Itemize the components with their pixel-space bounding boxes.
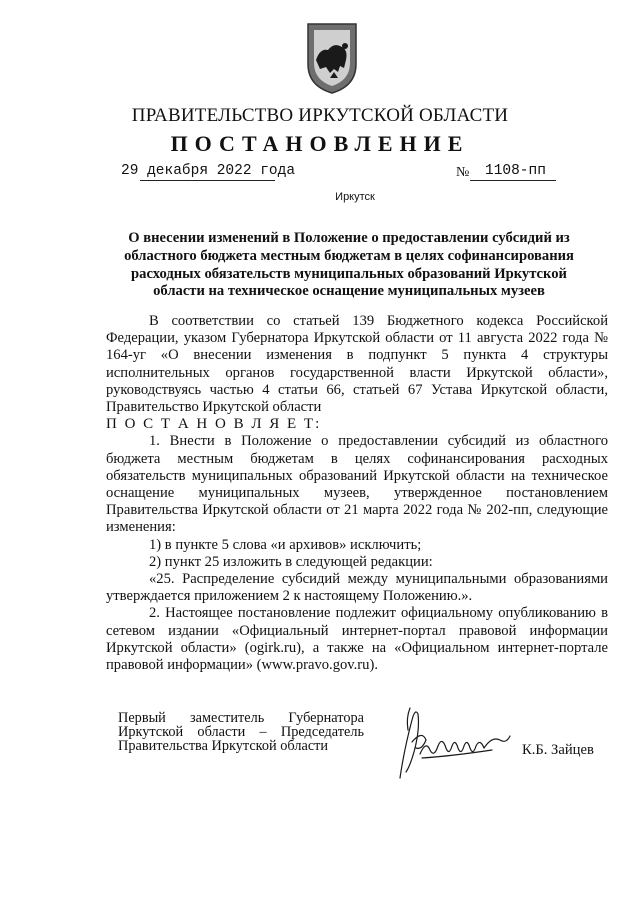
coat-of-arms-icon	[304, 20, 360, 96]
item-1-subitem-2: 2) пункт 25 изложить в следующей редакции:	[149, 553, 433, 570]
item-2: 2. Настоящее постановление подлежит официальному опубликованию в сетевом издании «Официальный интернет-портал правовой информации Иркутской области» (ogirk.ru), а также на «Официальном интернет-портале правовой информации» (www.pravo.gov.ru).	[106, 605, 608, 674]
city: Иркутск	[335, 191, 375, 203]
item-1-subitem-2-text: «25. Распределение субсидий между муниципальными образованиями утверждается приложением 2 к настоящему Положению.».	[106, 571, 608, 605]
number-underline	[470, 180, 556, 181]
position-line: Правительства Иркутской области	[118, 737, 329, 754]
item-1-subitem-1: 1) в пункте 5 слова «и архивов» исключить;	[149, 536, 422, 553]
document-number: 1108-пп	[485, 163, 546, 179]
signatory-position	[118, 712, 364, 753]
number-label: №	[456, 165, 470, 180]
document-heading: О внесении изменений в Положение о предоставлении субсидий из областного бюджета местным бюджетам в целях софинансирования расходных обязательств муниципальных образований Иркутской области на техническое оснащение муниципальных музеев	[124, 230, 574, 300]
decree-word: П О С Т А Н О В Л Я Е Т:	[106, 416, 322, 433]
document-body	[106, 313, 608, 674]
document-type: ПОСТАНОВЛЕНИЕ	[170, 131, 470, 156]
date-underline	[140, 180, 275, 181]
item-1: 1. Внести в Положение о предоставлении субсидий из областного бюджета местным бюджетам в целях софинансирования расходных обязательств муниципальных образований Иркутской области на техническое оснащение муниципальных музеев, утвержденное постановлением Правительства Иркутской области от 21 марта 2022 года № 202-пп, следующие изменения:	[106, 433, 608, 536]
document-date: 29 декабря 2022 года	[121, 163, 296, 179]
handwritten-signature	[392, 700, 522, 785]
signer-name: К.Б. Зайцев	[522, 742, 594, 758]
preamble-paragraph: В соответствии со статьей 139 Бюджетного кодекса Российской Федерации, указом Губернатора Иркутской области от 11 августа 2022 года № 164-уг «О внесении изменения в подпункт 5 пункта 4 структуры исполнительных органов государственной власти Иркутской области», руководствуясь частью 4 статьи 66, статьей 67 Устава Иркутской области, Правительство Иркутской области	[106, 313, 608, 416]
position-line: Иркутской области – Председатель	[118, 723, 364, 740]
organization-title: ПРАВИТЕЛЬСТВО ИРКУТСКОЙ ОБЛАСТИ	[131, 105, 509, 126]
position-line: Первый заместитель Губернатора	[118, 710, 364, 726]
